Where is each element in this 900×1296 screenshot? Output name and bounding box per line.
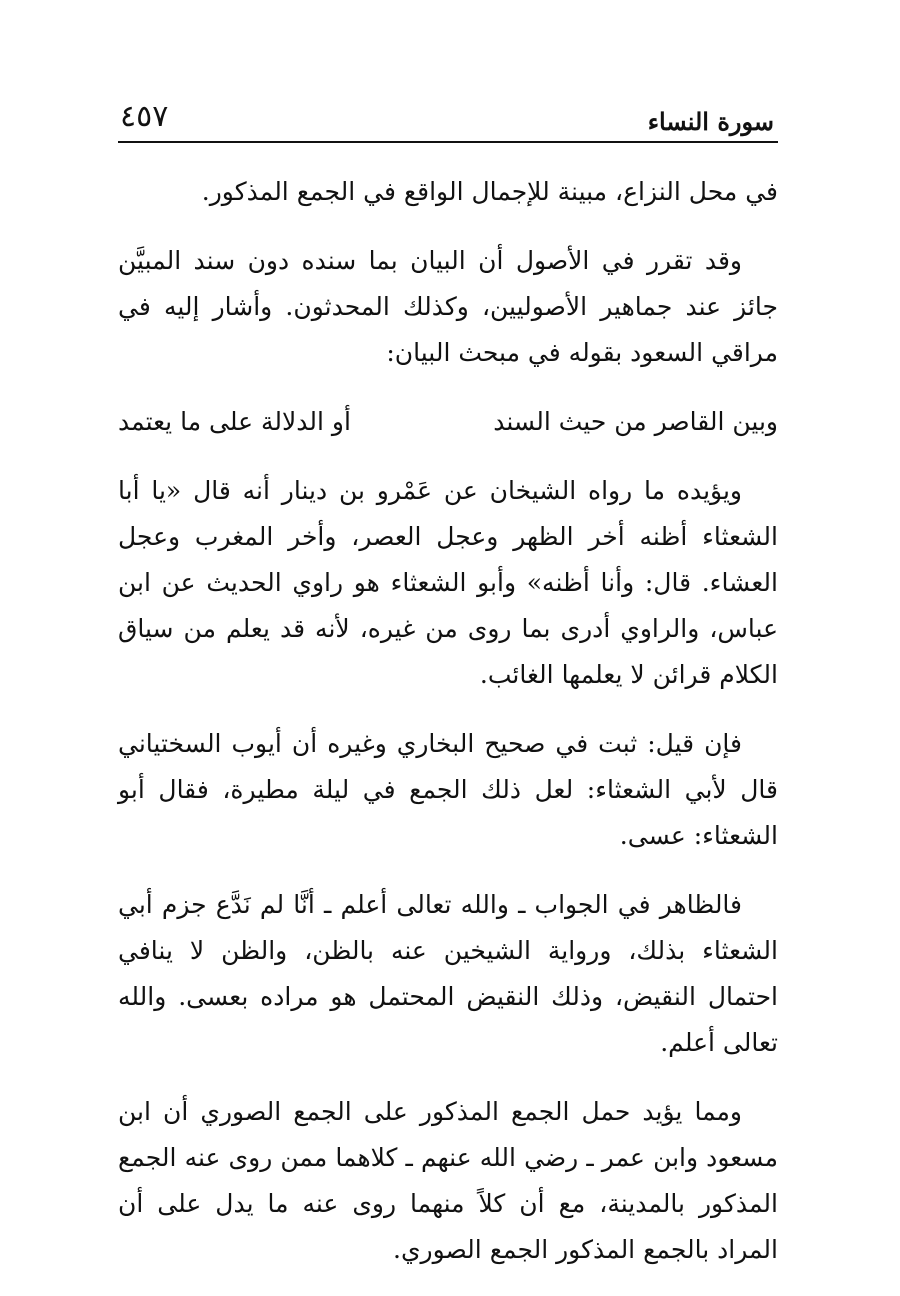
paragraph-3: ويؤيده ما رواه الشيخان عن عَمْرو بن دينار أنه قال «يا أبا الشعثاء أظنه أخر الظهر وعجل العصر، وأخر المغرب وعجل العشاء. قال: وأنا أظنه» وأبو الشعثاء هو راوي الحديث عن ابن عباس، والراوي أدرى بما روى من غيره، لأنه قد يعلم من سياق الكلام قرائن لا يعلمها الغائب. (118, 476, 778, 689)
paragraph-2: وقد تقرر في الأصول أن البيان بما سنده دون سند المبيَّن جائز عند جماهير الأصوليين، وكذلك المحدثون. وأشار إليه في مراقي السعود بقوله في مبحث البيان: (118, 246, 778, 367)
verse-first-hemistich: وبين القاصر من حيث السند (493, 407, 778, 436)
header-rule (118, 141, 778, 143)
verse-second-hemistich: أو الدلالة على ما يعتمد (118, 407, 351, 436)
page-header (118, 95, 778, 141)
page (118, 95, 778, 1296)
poetry-verse (118, 399, 778, 445)
surah-title: سورة النساء (647, 107, 774, 136)
paragraph-4: فإن قيل: ثبت في صحيح البخاري وغيره أن أيوب السختياني قال لأبي الشعثاء: لعل ذلك الجمع في ليلة مطيرة، فقال أبو الشعثاء: عسى. (118, 729, 778, 850)
paragraph-5: فالظاهر في الجواب ـ والله تعالى أعلم ـ أنَّا لم نَدَّع جزم أبي الشعثاء بذلك، ورواية الشيخين عنه بالظن، والظن لا ينافي احتمال النقيض، وذلك النقيض المحتمل هو مراده بعسى. والله تعالى أعلم. (118, 890, 778, 1057)
page-body (118, 169, 778, 1273)
page-number: ٤٥٧ (120, 99, 169, 134)
paragraph-6: ومما يؤيد حمل الجمع المذكور على الجمع الصوري أن ابن مسعود وابن عمر ـ رضي الله عنهم ـ كلاهما ممن روى عنه الجمع المذكور بالمدينة، مع أن كلاً منهما روى عنه ما يدل على أن المراد بالجمع المذكور الجمع الصوري. (118, 1097, 778, 1264)
paragraph-1: في محل النزاع، مبينة للإجمال الواقع في الجمع المذكور. (201, 177, 778, 206)
